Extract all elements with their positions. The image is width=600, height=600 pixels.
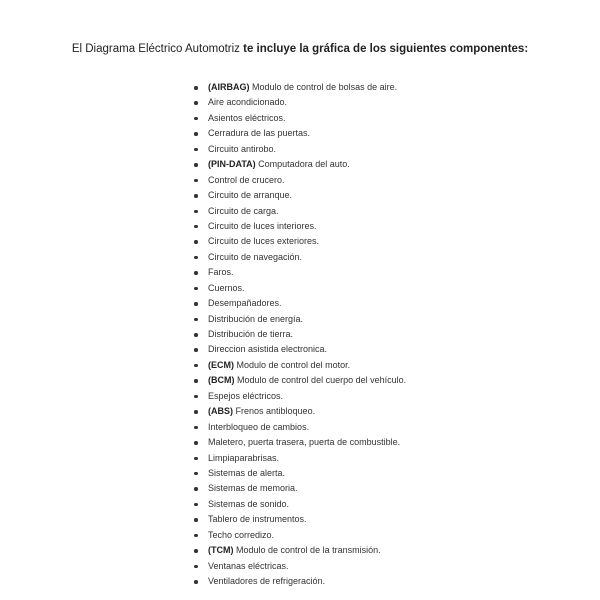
bullet-icon <box>194 86 198 90</box>
list-item <box>190 327 406 342</box>
item-text: Aire acondicionado. <box>208 97 288 108</box>
item-text: Interbloqueo de cambios. <box>208 421 310 432</box>
list-item <box>190 250 406 265</box>
item-text: Desempañadores. <box>208 298 282 309</box>
bullet-icon <box>194 132 198 136</box>
list-item <box>190 296 406 311</box>
list-item <box>190 126 406 141</box>
page-heading <box>60 42 540 57</box>
item-text: Modulo de control de la transmisión. <box>236 545 381 556</box>
bullet-icon <box>194 549 198 553</box>
bullet-icon <box>194 318 198 322</box>
item-text: Maletero, puerta trasera, puerta de combustible. <box>208 437 401 448</box>
bullet-icon <box>194 225 198 229</box>
item-text: Cuernos. <box>208 282 245 293</box>
bullet-icon <box>194 333 198 337</box>
heading-normal-text: El Diagrama Eléctrico Automotriz <box>71 43 240 55</box>
bullet-icon <box>194 179 198 183</box>
bullet-icon <box>194 441 198 445</box>
bullet-icon <box>194 534 198 538</box>
list-item <box>190 80 406 95</box>
item-text: Espejos eléctricos. <box>208 390 284 401</box>
list-item <box>190 559 406 574</box>
list-item <box>190 389 406 404</box>
bullet-icon <box>194 395 198 399</box>
bullet-icon <box>194 426 198 430</box>
item-text: Sistemas de memoria. <box>208 483 298 494</box>
bullet-icon <box>194 148 198 152</box>
list-item <box>190 204 406 219</box>
bullet-icon <box>194 194 198 198</box>
list-item <box>190 281 406 296</box>
bullet-icon <box>194 457 198 461</box>
item-text: Circuito de arranque. <box>208 190 293 201</box>
bullet-icon <box>194 163 198 167</box>
item-text: Modulo de control del motor. <box>236 359 351 370</box>
item-text: Frenos antibloqueo. <box>235 406 316 417</box>
list-item <box>190 342 406 357</box>
list-item <box>190 528 406 543</box>
list-item <box>190 111 406 126</box>
list-item <box>190 420 406 435</box>
list-item <box>190 188 406 203</box>
item-text: Modulo de control del cuerpo del vehículo. <box>237 375 407 386</box>
list-item <box>190 234 406 249</box>
item-text: Circuito antirobo. <box>208 143 277 154</box>
item-text: Ventanas eléctricas. <box>208 560 289 571</box>
item-tag: (BCM) <box>208 375 235 386</box>
list-item <box>190 95 406 110</box>
item-text: Direccion asistida electronica. <box>208 344 328 355</box>
list-item <box>190 219 406 234</box>
bullet-icon <box>194 271 198 275</box>
item-text: Tablero de instrumentos. <box>208 514 307 525</box>
item-text: Circuito de luces interiores. <box>208 220 317 231</box>
bullet-icon <box>194 210 198 214</box>
item-text: Techo corredizo. <box>208 529 275 540</box>
bullet-icon <box>194 302 198 306</box>
item-tag: (AIRBAG) <box>208 82 250 92</box>
bullet-icon <box>194 472 198 476</box>
item-text: Limpiaparabrisas. <box>208 452 280 463</box>
item-text: Asientos eléctricos. <box>208 112 286 123</box>
list-item <box>190 157 406 172</box>
bullet-icon <box>194 487 198 491</box>
item-text: Cerradura de las puertas. <box>208 128 311 139</box>
item-text: Circuito de carga. <box>208 205 279 216</box>
list-item <box>190 142 406 157</box>
list-item <box>190 265 406 280</box>
item-tag: (ECM) <box>208 359 234 370</box>
bullet-icon <box>194 256 198 260</box>
item-tag: (TCM) <box>208 545 234 556</box>
list-item <box>190 497 406 512</box>
item-text: Distribución de tierra. <box>208 329 294 339</box>
bullet-icon <box>194 240 198 244</box>
item-text: Modulo de control de bolsas de aire. <box>252 82 398 92</box>
bullet-icon <box>194 287 198 291</box>
list-item <box>190 451 406 466</box>
bullet-icon <box>194 410 198 414</box>
component-list <box>190 80 406 589</box>
item-tag: (ABS) <box>208 406 233 417</box>
list-item <box>190 512 406 527</box>
bullet-icon <box>194 565 198 569</box>
item-text: Circuito de navegación. <box>208 251 303 262</box>
bullet-icon <box>194 348 198 352</box>
item-text: Ventiladores de refrigeración. <box>208 576 326 586</box>
list-item <box>190 543 406 558</box>
bullet-icon <box>194 101 198 105</box>
list-item <box>190 358 406 373</box>
item-text: Circuito de luces exteriores. <box>208 236 320 247</box>
list-item <box>190 373 406 388</box>
bullet-icon <box>194 503 198 507</box>
item-tag: (PIN-DATA) <box>208 159 256 170</box>
bullet-icon <box>194 580 198 584</box>
item-text: Control de crucero. <box>208 174 285 185</box>
bullet-icon <box>194 364 198 368</box>
list-item <box>190 574 406 589</box>
item-text: Distribución de energía. <box>208 313 304 324</box>
item-text: Computadora del auto. <box>258 159 350 170</box>
bullet-icon <box>194 379 198 383</box>
list-item <box>190 435 406 450</box>
item-text: Faros. <box>208 267 234 278</box>
bullet-icon <box>194 518 198 522</box>
item-text: Sistemas de sonido. <box>208 498 290 509</box>
list-item <box>190 404 406 419</box>
item-text: Sistemas de alerta. <box>208 467 286 478</box>
heading-bold-text: te incluye la gráfica de los siguientes componentes: <box>243 43 529 55</box>
list-item <box>190 173 406 188</box>
list-item <box>190 312 406 327</box>
list-item <box>190 466 406 481</box>
list-item <box>190 481 406 496</box>
bullet-icon <box>194 117 198 121</box>
